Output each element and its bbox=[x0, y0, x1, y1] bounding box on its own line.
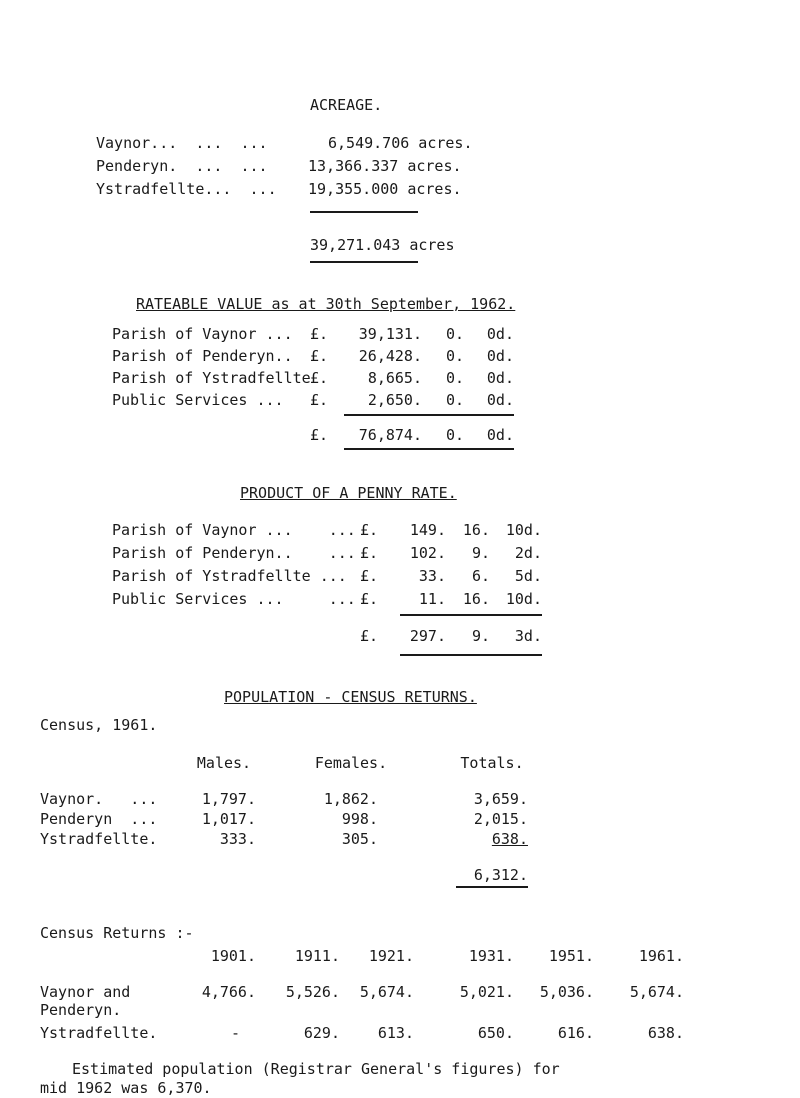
rateable-currency: £. bbox=[310, 347, 329, 365]
rateable-total-pounds: 76,874. bbox=[358, 426, 422, 444]
acreage-value-vaynor: 6,549.706 acres. bbox=[328, 134, 473, 152]
rateable-pence: 0d. bbox=[486, 347, 514, 365]
estimate-line-2: mid 1962 was 6,370. bbox=[40, 1079, 212, 1097]
census-year: 1951. bbox=[548, 947, 594, 965]
rateable-pounds: 8,665. bbox=[367, 369, 422, 387]
population-males: 1,797. bbox=[201, 790, 256, 808]
penny-rate-pounds: 11. bbox=[418, 590, 446, 608]
rateable-currency: £. bbox=[310, 325, 329, 343]
census-row-label: Ystradfellte. bbox=[40, 1024, 158, 1042]
rateable-total-pence: 0d. bbox=[486, 426, 514, 444]
acreage-label-penderyn: Penderyn. ... ... bbox=[96, 157, 268, 175]
penny-rate-total-underline bbox=[400, 654, 542, 656]
acreage-heading: ACREAGE. bbox=[310, 96, 383, 114]
penny-rate-pence: 10d. bbox=[505, 521, 542, 539]
rateable-pence: 0d. bbox=[486, 391, 514, 409]
population-totals: 638. bbox=[491, 830, 528, 848]
rateable-shillings: 0. bbox=[445, 391, 464, 409]
census-year: 1961. bbox=[638, 947, 684, 965]
population-males: 1,017. bbox=[201, 810, 256, 828]
census-year: 1901. bbox=[210, 947, 256, 965]
rateable-total-currency: £. bbox=[310, 426, 329, 444]
census-value: 5,674. bbox=[359, 983, 414, 1001]
penny-rate-shillings: 9. bbox=[471, 544, 490, 562]
population-heading: POPULATION - CENSUS RETURNS. bbox=[224, 688, 477, 706]
penny-rate-shillings: 16. bbox=[462, 521, 490, 539]
acreage-total: 39,271.043 acres bbox=[310, 236, 455, 254]
population-row-label: Penderyn ... bbox=[40, 810, 158, 828]
penny-rate-pence: 10d. bbox=[505, 590, 542, 608]
rateable-shillings: 0. bbox=[445, 369, 464, 387]
population-females: 305. bbox=[341, 830, 378, 848]
rateable-label: Public Services ... bbox=[112, 391, 284, 409]
population-grand-total-underline bbox=[456, 886, 528, 888]
column-header-males: Males. bbox=[196, 754, 252, 772]
census-value: 5,674. bbox=[629, 983, 684, 1001]
census-year: 1911. bbox=[294, 947, 340, 965]
population-totals: 2,015. bbox=[473, 810, 528, 828]
rateable-pounds: 2,650. bbox=[367, 391, 422, 409]
rateable-currency: £. bbox=[310, 391, 329, 409]
rateable-pounds: 39,131. bbox=[358, 325, 422, 343]
rateable-pounds: 26,428. bbox=[358, 347, 422, 365]
penny-rate-label: Parish of Penderyn.. ... bbox=[112, 544, 356, 562]
census-value: 5,036. bbox=[539, 983, 594, 1001]
population-females: 998. bbox=[341, 810, 378, 828]
census-row-label: Vaynor and bbox=[40, 983, 131, 1001]
penny-rate-total-currency: £. bbox=[360, 627, 379, 645]
column-header-females: Females. bbox=[314, 754, 388, 772]
rateable-shillings: 0. bbox=[445, 325, 464, 343]
census-value: - bbox=[230, 1024, 240, 1042]
penny-rate-total-pence: 3d. bbox=[514, 627, 542, 645]
census-returns-label: Census Returns :- bbox=[40, 924, 194, 942]
population-row-label: Ystradfellte. bbox=[40, 830, 158, 848]
acreage-value-penderyn: 13,366.337 acres. bbox=[308, 157, 462, 175]
acreage-value-ystradfellte: 19,355.000 acres. bbox=[308, 180, 462, 198]
penny-rate-label: Parish of Vaynor ... ... bbox=[112, 521, 356, 539]
penny-rate-heading: PRODUCT OF A PENNY RATE. bbox=[240, 484, 457, 502]
rateable-shillings: 0. bbox=[445, 347, 464, 365]
penny-rate-pence: 5d. bbox=[514, 567, 542, 585]
census-value: 4,766. bbox=[201, 983, 256, 1001]
census-year: 1921. bbox=[368, 947, 414, 965]
census-value: 629. bbox=[303, 1024, 340, 1042]
estimate-line-1: Estimated population (Registrar General's figures) for bbox=[72, 1060, 560, 1078]
acreage-total-rule bbox=[310, 211, 418, 213]
rateable-total-shillings: 0. bbox=[445, 426, 464, 444]
population-females: 1,862. bbox=[323, 790, 378, 808]
penny-rate-total-shillings: 9. bbox=[471, 627, 490, 645]
rateable-heading: RATEABLE VALUE as at 30th September, 1962. bbox=[136, 295, 516, 313]
penny-rate-pounds: 33. bbox=[418, 567, 446, 585]
penny-rate-label: Public Services ... ... bbox=[112, 590, 356, 608]
penny-rate-label: Parish of Ystradfellte ... bbox=[112, 567, 347, 585]
census-value: 616. bbox=[557, 1024, 594, 1042]
penny-rate-total-pounds: 297. bbox=[409, 627, 446, 645]
acreage-total-underline bbox=[310, 261, 418, 263]
column-header-totals: Totals. bbox=[460, 754, 524, 772]
penny-rate-shillings: 6. bbox=[471, 567, 490, 585]
census-year: 1931. bbox=[468, 947, 514, 965]
rateable-currency: £. bbox=[310, 369, 329, 387]
penny-rate-currency: £. bbox=[360, 521, 379, 539]
census-value: 5,526. bbox=[285, 983, 340, 1001]
rateable-total-underline bbox=[344, 448, 514, 450]
penny-rate-shillings: 16. bbox=[462, 590, 490, 608]
population-row-label: Vaynor. ... bbox=[40, 790, 158, 808]
rateable-label: Parish of Penderyn.. bbox=[112, 347, 293, 365]
census-value: 638. bbox=[647, 1024, 684, 1042]
rateable-total-rule bbox=[344, 414, 514, 416]
acreage-label-ystradfellte: Ystradfellte... ... bbox=[96, 180, 277, 198]
rateable-label: Parish of Vaynor ... bbox=[112, 325, 293, 343]
census-value: 650. bbox=[477, 1024, 514, 1042]
penny-rate-total-rule bbox=[400, 614, 542, 616]
penny-rate-pounds: 149. bbox=[409, 521, 446, 539]
population-totals: 3,659. bbox=[473, 790, 528, 808]
rateable-label: Parish of Ystradfellte bbox=[112, 369, 311, 387]
penny-rate-currency: £. bbox=[360, 544, 379, 562]
rateable-pence: 0d. bbox=[486, 369, 514, 387]
penny-rate-currency: £. bbox=[360, 590, 379, 608]
census-value: 613. bbox=[377, 1024, 414, 1042]
rateable-pence: 0d. bbox=[486, 325, 514, 343]
census-1961-label: Census, 1961. bbox=[40, 716, 158, 734]
census-value: 5,021. bbox=[459, 983, 514, 1001]
penny-rate-pounds: 102. bbox=[409, 544, 446, 562]
acreage-label-vaynor: Vaynor... ... ... bbox=[96, 134, 268, 152]
penny-rate-pence: 2d. bbox=[514, 544, 542, 562]
population-grand-total: 6,312. bbox=[473, 866, 528, 884]
penny-rate-currency: £. bbox=[360, 567, 379, 585]
census-row-label: Penderyn. bbox=[40, 1001, 122, 1019]
population-males: 333. bbox=[219, 830, 256, 848]
